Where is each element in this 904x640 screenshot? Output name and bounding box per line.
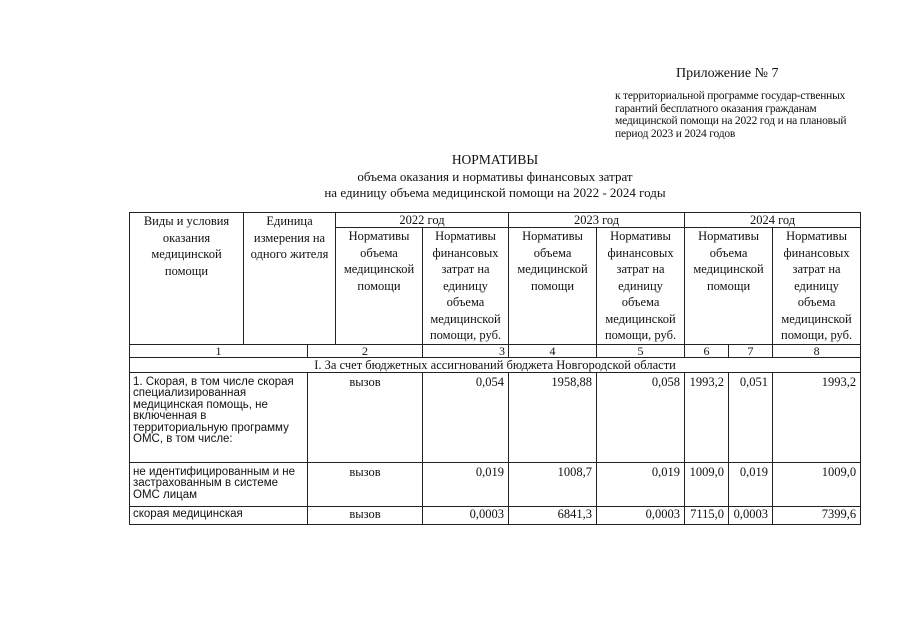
row-unit: вызов [308, 506, 423, 524]
header-cost-2022: Нормативы финансовых затрат на единицу объема медицинской помощи, руб. [423, 228, 509, 345]
header-year-2022: 2022 год [336, 213, 509, 228]
row-cost-2022: 1958,88 [509, 372, 597, 462]
row-volume-2023: 0,019 [597, 462, 685, 506]
row-cost-2022: 6841,3 [509, 506, 597, 524]
header-volume-2024: Нормативы объема медицинской помощи [685, 228, 773, 345]
appendix-text: к территориальной программе государ-ственных гарантий бесплатного оказания гражданам медицинской помощи на 2022 год и на плановый период 2023 и 2024 годов [615, 90, 847, 140]
section-row [130, 357, 861, 372]
header-cost-2024: Нормативы финансовых затрат на единицу объема медицинской помощи, руб. [773, 228, 861, 345]
appendix-title: Приложение № 7 [676, 66, 779, 81]
document-subtitle-line-2: на единицу объема медицинской помощи на 2022 - 2024 годы [324, 185, 666, 200]
header-year-2023: 2023 год [509, 213, 685, 228]
row-volume-2024: 0,051 [729, 372, 773, 462]
header-unit: Единица измерения на одного жителя [244, 213, 336, 345]
table-row [130, 462, 861, 506]
document-title: НОРМАТИВЫ [451, 152, 539, 167]
row-cost-2024: 1993,2 [773, 372, 861, 462]
header-volume-2023: Нормативы объема медицинской помощи [509, 228, 597, 345]
column-number: 3 [423, 344, 509, 357]
column-number-row [130, 344, 861, 357]
column-number: 5 [597, 344, 685, 357]
row-name: скорая медицинская [130, 506, 308, 524]
table-row [130, 506, 861, 524]
row-volume-2023: 0,058 [597, 372, 685, 462]
header-row-years [130, 213, 861, 228]
row-cost-2023: 7115,0 [685, 506, 729, 524]
row-volume-2022: 0,019 [423, 462, 509, 506]
column-number: 7 [729, 344, 773, 357]
row-volume-2022: 0,0003 [423, 506, 509, 524]
document-subtitle-line-1: объема оказания и нормативы финансовых затрат [357, 169, 633, 184]
row-name: 1. Скорая, в том числе скорая специализированная медицинская помощь, не включенная в территориальную программу ОМС, в том числе: [130, 372, 308, 462]
header-cost-2023: Нормативы финансовых затрат на единицу объема медицинской помощи, руб. [597, 228, 685, 345]
row-cost-2023: 1009,0 [685, 462, 729, 506]
column-number: 4 [509, 344, 597, 357]
header-kind: Виды и условия оказания медицинской помощи [130, 213, 244, 345]
section-title: I. За счет бюджетных ассигнований бюджета Новгородской области [130, 357, 861, 372]
row-cost-2023: 1993,2 [685, 372, 729, 462]
row-volume-2024: 0,0003 [729, 506, 773, 524]
row-unit: вызов [308, 372, 423, 462]
column-number: 2 [308, 344, 423, 357]
row-volume-2024: 0,019 [729, 462, 773, 506]
norms-table [129, 212, 861, 525]
row-cost-2024: 1009,0 [773, 462, 861, 506]
row-name: не идентифицированным и не застрахованным в системе ОМС лицам [130, 462, 308, 506]
row-cost-2024: 7399,6 [773, 506, 861, 524]
row-cost-2022: 1008,7 [509, 462, 597, 506]
column-number: 8 [773, 344, 861, 357]
row-unit: вызов [308, 462, 423, 506]
header-year-2024: 2024 год [685, 213, 861, 228]
column-number: 1 [130, 344, 308, 357]
header-volume-2022: Нормативы объема медицинской помощи [336, 228, 423, 345]
row-volume-2022: 0,054 [423, 372, 509, 462]
column-number: 6 [685, 344, 729, 357]
table-row [130, 372, 861, 462]
row-volume-2023: 0,0003 [597, 506, 685, 524]
